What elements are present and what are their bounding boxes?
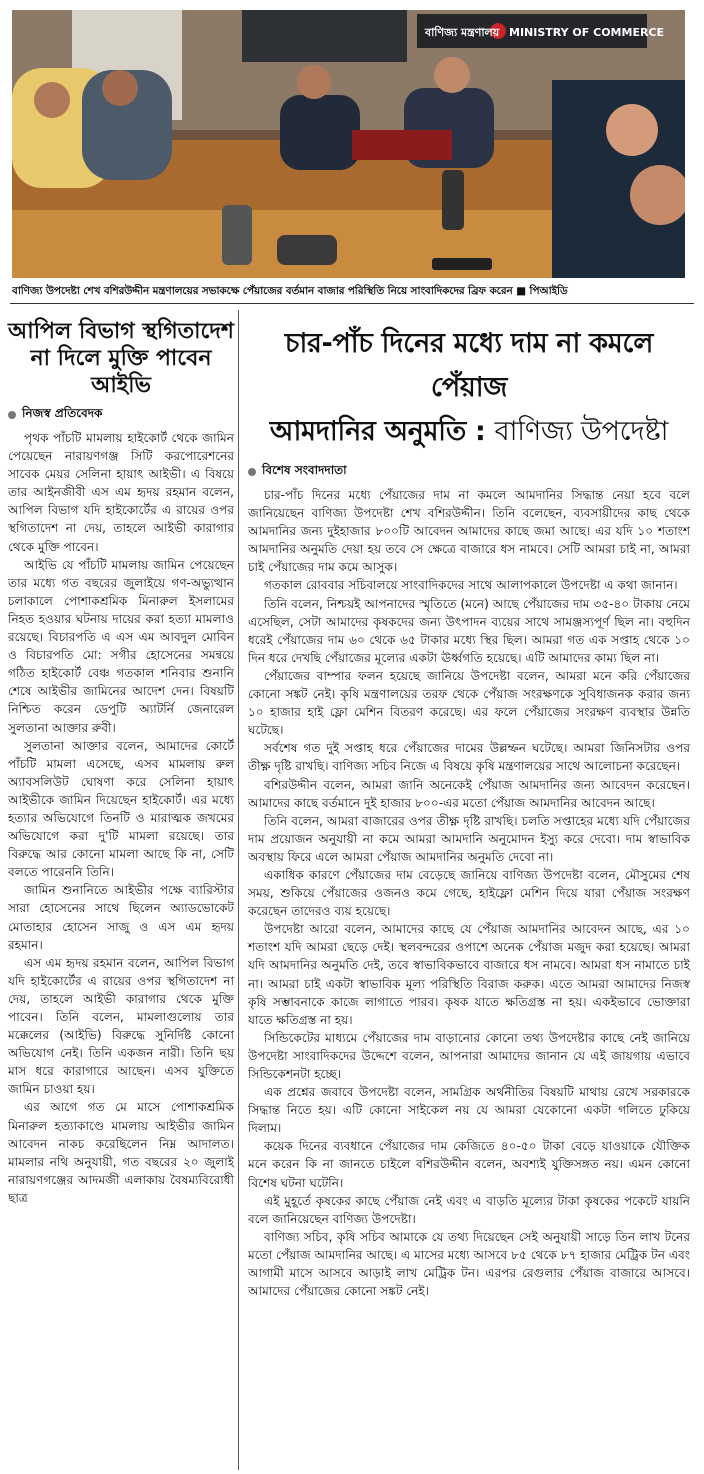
- paragraph: এক প্রশ্নের জবাবে উপদেষ্টা বলেন, সামগ্রিক অর্থনীতির বিষয়টি মাথায় রেখে সরকারকে সিদ্ধান্ত নিতে হয়। এটি কোনো সাইকেল নয় যে আমরা যেকোনো একটা গলিতে ঢুকিয়ে দিলাম।: [248, 1085, 690, 1136]
- main-article: [248, 322, 690, 1300]
- paragraph: বশিরউদ্দীন বলেন, আমরা জানি অনেকেই পেঁয়াজ আমদানির জন্য আবেদন করেছেন। আমাদের কাছে বর্তমানে দুই হাজার ৮০০-এর মতো পেঁয়াজ আমদানির আবেদন আছে।: [248, 777, 690, 810]
- horizontal-divider: [10, 303, 694, 304]
- main-headline-line2-text: আমদানির অনুমতি :: [269, 416, 486, 447]
- microphones: [352, 130, 452, 160]
- left-article: [8, 318, 234, 1207]
- photo-caption: [12, 284, 692, 301]
- paragraph: তিনি বলেন, নিশ্চয়ই আপনাদের স্মৃতিতে (মনে) আছে পেঁয়াজের দাম ৩৫-৪০ টাকায় নেমে এসেছিল, সেটা আমাদের কৃষকদের জন্য উৎপাদন ব্যয়ের সাথে সামঞ্জস্যপূর্ণ ছিল না। বহুদিন ধরেই পেঁয়াজের দাম ৬০ থেকে ৬৫ টাকার মধ্যে স্থির ছিল। আমরা গত এক সপ্তাহ থেকে ১০ দিন ধরে দেখছি পেঁয়াজের মূল্যের একটা ঊর্ধ্বগতি হয়েছে। এটি আমাদের কাম্য ছিল না।: [248, 596, 690, 665]
- main-headline: [248, 322, 690, 454]
- paragraph: কয়েক দিনের ব্যবধানে পেঁয়াজের দাম কেজিতে ৪০-৫০ টাকা বেড়ে যাওয়াকে যৌক্তিক মনে করেন কি না জানতে চাইলে বশিরউদ্দীন বলেন, অবশ্যই যুক্তিসঙ্গত নয়। এমন কোনো বিশেষ ঘটনা ঘটেনি।: [248, 1139, 690, 1190]
- main-byline-text: বিশেষ সংবাদদাতা: [262, 463, 347, 477]
- paragraph: সিন্ডিকেটের মাধ্যমে পেঁয়াজের দাম বাড়ানোর কোনো তথ্য উপদেষ্টার কাছে নেই জানিয়ে উপদেষ্টা সাংবাদিকদের উদ্দেশে বলেন, আপনারা আমাদের জানান যে এই জায়গায় এভাবে সিন্ডিকেশনটা হচ্ছে।: [248, 1030, 690, 1081]
- caption-text: বাণিজ্য উপদেষ্টা শেখ বশিরউদ্দীন মন্ত্রণালয়ের সভাকক্ষে পেঁয়াজের বর্তমান বাজার পরিস্থিতি নিয়ে সাংবাদিকদের ব্রিফ করেন: [12, 285, 513, 297]
- bullet-icon: [8, 411, 16, 419]
- paragraph: সর্বশেষ গত দুই সপ্তাহ ধরে পেঁয়াজের দামের উল্লম্ফন ঘটেছে। আমরা জিনিসটার ওপর তীক্ষ্ণ দৃষ্টি রাখছি। বাণিজ্য সচিব নিজে এ বিষয়ে কৃষি মন্ত্রণালয়ের সাথে আলোচনা করেছেন।: [248, 741, 690, 774]
- paragraph: বাণিজ্য সচিব, কৃষি সচিব আমাকে যে তথ্য দিয়েছেন সেই অনুযায়ী সাড়ে তিন লাখ টনের মতো পেঁয়াজ আমদানির আছে। এ মাসের মধ্যে আসবে ৮৫ থেকে ৮৭ হাজার মেট্রিক টন এবং আগামী মাসে আসবে আড়াই লাখ মেট্রিক টন। এরপর রেগুলার পেঁয়াজ বাজারে আসবে। আমাদের পেঁয়াজের কোনো সঙ্কট নেই।: [248, 1229, 690, 1299]
- main-headline-line1: চার-পাঁচ দিনের মধ্যে দাম না কমলে পেঁয়াজ: [284, 328, 654, 403]
- news-photo: [12, 10, 685, 278]
- sign-english: MINISTRY OF COMMERCE: [509, 26, 665, 39]
- paragraph: এর আগে গত মে মাসে পোশাকশ্রমিক মিনারুল হত্যাকাণ্ডে মামলায় আইভীর জামিন আবেদন নাকচ করেছিলেন নিম্ন আদালত। মামলার নথি অনুযায়ী, গত বছরের ২০ জুলাই নারায়ণগঞ্জের আদমজী এলাকায় বৈষম্যবিরোধী ছাত্র: [8, 1100, 234, 1205]
- main-headline-line2: [248, 410, 690, 454]
- speaker-left: [280, 95, 360, 170]
- main-headline-tail: বাণিজ্য উপদেষ্টা: [494, 416, 669, 447]
- paragraph: জামিন শুনানিতে আইভীর পক্ষে ব্যারিস্টার সারা হোসেনের সাথে ছিলেন অ্যাডভোকেট মোতাহার হোসেন সাজু ও এস এম হৃদয় রহমান।: [8, 883, 234, 952]
- left-byline: [8, 405, 234, 425]
- paragraph: উপদেষ্টা আরো বলেন, আমাদের কাছে যে পেঁয়াজ আমদানির আবেদন আছে, এর ১০ শতাংশ যদি আমরা ছেড়ে দেই। স্থলবন্দরের ওপাশে অনেক পেঁয়াজ মজুদ করা হয়েছে। আমরা যদি আমদানির অনুমতি দেই, তবে স্বাভাবিকভাবে বাজারে ধস নামবে। আমরা ধস নামাতে চাই না। আমরা চাই একটা স্বাভাবিক মূল্য পরিস্থিতি বিরাজ করুক। এতে আমরা আমাদের নিজস্ব কৃষি সম্ভাবনাকে কাজে লাগাতে পারব। কৃষক যাতে ক্ষতিগ্রস্ত না হয়। একইভাবে ভোক্তারা যাতে ক্ষতিগ্রস্ত না হয়।: [248, 922, 690, 1027]
- left-headline: আপিল বিভাগ স্থগিতাদেশ না দিলে মুক্তি পাবেন আইভি: [8, 319, 234, 398]
- paragraph: সুলতানা আক্তার বলেন, আমাদের কোর্টে পাঁচটি মামলা এসেছে, এসব মামলায় রুল অ্যাবসলিউট ঘোষণা করে সেলিনা হায়াৎ আইভীকে জামিন দিয়েছেন হাইকোর্ট। এর মধ্যে হত্যার অভিযোগে তিনটি ও মারাত্মক জখমের অভিযোগে করা দু'টি মামলা রয়েছে। তার বিরুদ্ধে আর কোনো মামলা আছে কি না, সেটি বলতে পারেননি তিনি।: [8, 738, 234, 880]
- paragraph: আইভি যে পাঁচটি মামলায় জামিন পেয়েছেন তার মধ্যে গত বছরের জুলাইয়ে গণ-অভ্যুত্থান চলাকালে পোশাকশ্রমিক মিনারুল ইসলামের নিহত হওয়ার ঘটনায় দায়ের করা হত্যা মামলাও রয়েছে। বিচারপতি এ এস এম আবদুল মোবিন ও বিচারপতি মো: সগীর হোসেনের সমন্বয়ে গঠিত হাইকোর্ট বেঞ্চ গতকাল শনিবার শুনানি শেষে আইভীর জামিনের আদেশ দেন। বিষয়টি নিশ্চিত করেন ডেপুটি অ্যাটর্নি জেনারেল সুলতানা আক্তার রুবী।: [8, 557, 234, 735]
- bullet-icon: [248, 468, 256, 476]
- column-divider: [238, 310, 239, 1470]
- paragraph: তিনি বলেন, আমরা বাজারের ওপর তীক্ষ্ণ দৃষ্টি রাখছি। চলতি সপ্তাহের মধ্যে যদি পেঁয়াজের দাম প্রয়োজন অনুযায়ী না কমে আমরা আমদানি অনুমোদন ইস্যু করে দেবো। দাম স্বাভাবিক অবস্থায় ফিরে এলে আমরা পেঁয়াজ আমদানির অনুমতি দেবো না।: [248, 813, 690, 864]
- paragraph: এস এম হৃদয় রহমান বলেন, আপিল বিভাগ যদি হাইকোর্টের এ রায়ের ওপর স্থগিতাদেশ না দেয়, তাহলে আইভী কারাগার থেকে মুক্তি পাবেন। তিনি বলেন, মামলাগুলোয় তার মক্কেলের (আইভি) বিরুদ্ধে সুনির্দিষ্ট কোনো অভিযোগ নেই। তিনি একজন নারী। তিনি ছয় মাস ধরে কারাগারে আছেন। এসব যুক্তিতে জামিন চাওয়া হয়।: [8, 955, 234, 1097]
- main-byline: [248, 462, 690, 482]
- press-briefing-photo: [12, 10, 685, 278]
- left-byline-text: নিজস্ব প্রতিবেদক: [22, 406, 103, 420]
- paragraph: চার-পাঁচ দিনের মধ্যে পেঁয়াজের দাম না কমলে আমদানির সিদ্ধান্ত নেয়া হবে বলে জানিয়েছেন বাণিজ্য উপদেষ্টা শেখ বশিরউদ্দীন। তিনি বলেছেন, ব্যবসায়ীদের কাছ থেকে আমদানির জন্য দুইহাজার ৮০০টি আবেদন আমাদের কাছে জমা আছে। এর যদি ১০ শতাংশ আমদানির অনুমতি দেয়া হয় তবে সে ক্ষেত্রে বাজারে ধস নামবে। সেটি আমরা চাই না, আমরা চাই পেঁয়াজের দাম কমে আসুক।: [248, 488, 690, 575]
- photo-credit: ■ পিআইডি: [516, 285, 568, 297]
- left-body: [8, 429, 234, 1207]
- paragraph: একাধিক কারণে পেঁয়াজের দাম বেড়েছে জানিয়ে বাণিজ্য উপদেষ্টা বলেন, মৌসুমের শেষ সময়, শুকিয়ে পেঁয়াজের ওজনও কমে গেছে, হাইফ্লো মেশিন দিয়ে যারা পেঁয়াজ সংরক্ষণ করেছেন তাদেরও ব্যয় হয়েছে।: [248, 867, 690, 919]
- paragraph: এই মুহূর্তে কৃষকের কাছে পেঁয়াজ নেই এবং এ বাড়তি মূল্যের টাকা কৃষকের পকেটে যায়নি বলে জানিয়েছেন বাণিজ্য উপদেষ্টা।: [248, 1193, 690, 1226]
- sign-bengali: বাণিজ্য মন্ত্রণালয়: [425, 26, 500, 39]
- main-body: [248, 486, 690, 1300]
- paragraph: গতকাল রোববার সচিবালয়ে সাংবাদিকদের সাথে আলাপকালে উপদেষ্টা এ কথা জানান।: [264, 578, 678, 593]
- paragraph: পেঁয়াজের বাম্পার ফলন হয়েছে জানিয়ে উপদেষ্টা বলেন, আমরা মনে করি পেঁয়াজের কোনো সঙ্কট নেই। কৃষি মন্ত্রণালয়ের তরফ থেকে পেঁয়াজ সংরক্ষণকে সুবিধাজনক করার জন্য ১০ হাজার হাই ফ্লো মেশিন বিতরণ করেছে। এর ফলে পেঁয়াজের সংরক্ষণ ব্যবস্থার উন্নতি ঘটেছে।: [248, 668, 690, 738]
- paragraph: পৃথক পাঁচটি মামলায় হাইকোর্ট থেকে জামিন পেয়েছেন নারায়ণগঞ্জ সিটি করপোরেশনের সাবেক মেয়র সেলিনা হায়াৎ আইভী। এ বিষয়ে তার আইনজীবী এস এম হৃদয় রহমান বলেন, আপিল বিভাগ যদি হাইকোর্টের এ রায়ের ওপর স্থগিতাদেশ না দেয়, তাহলে আইভী কারাগার থেকে মুক্তি পাবেন।: [8, 431, 234, 554]
